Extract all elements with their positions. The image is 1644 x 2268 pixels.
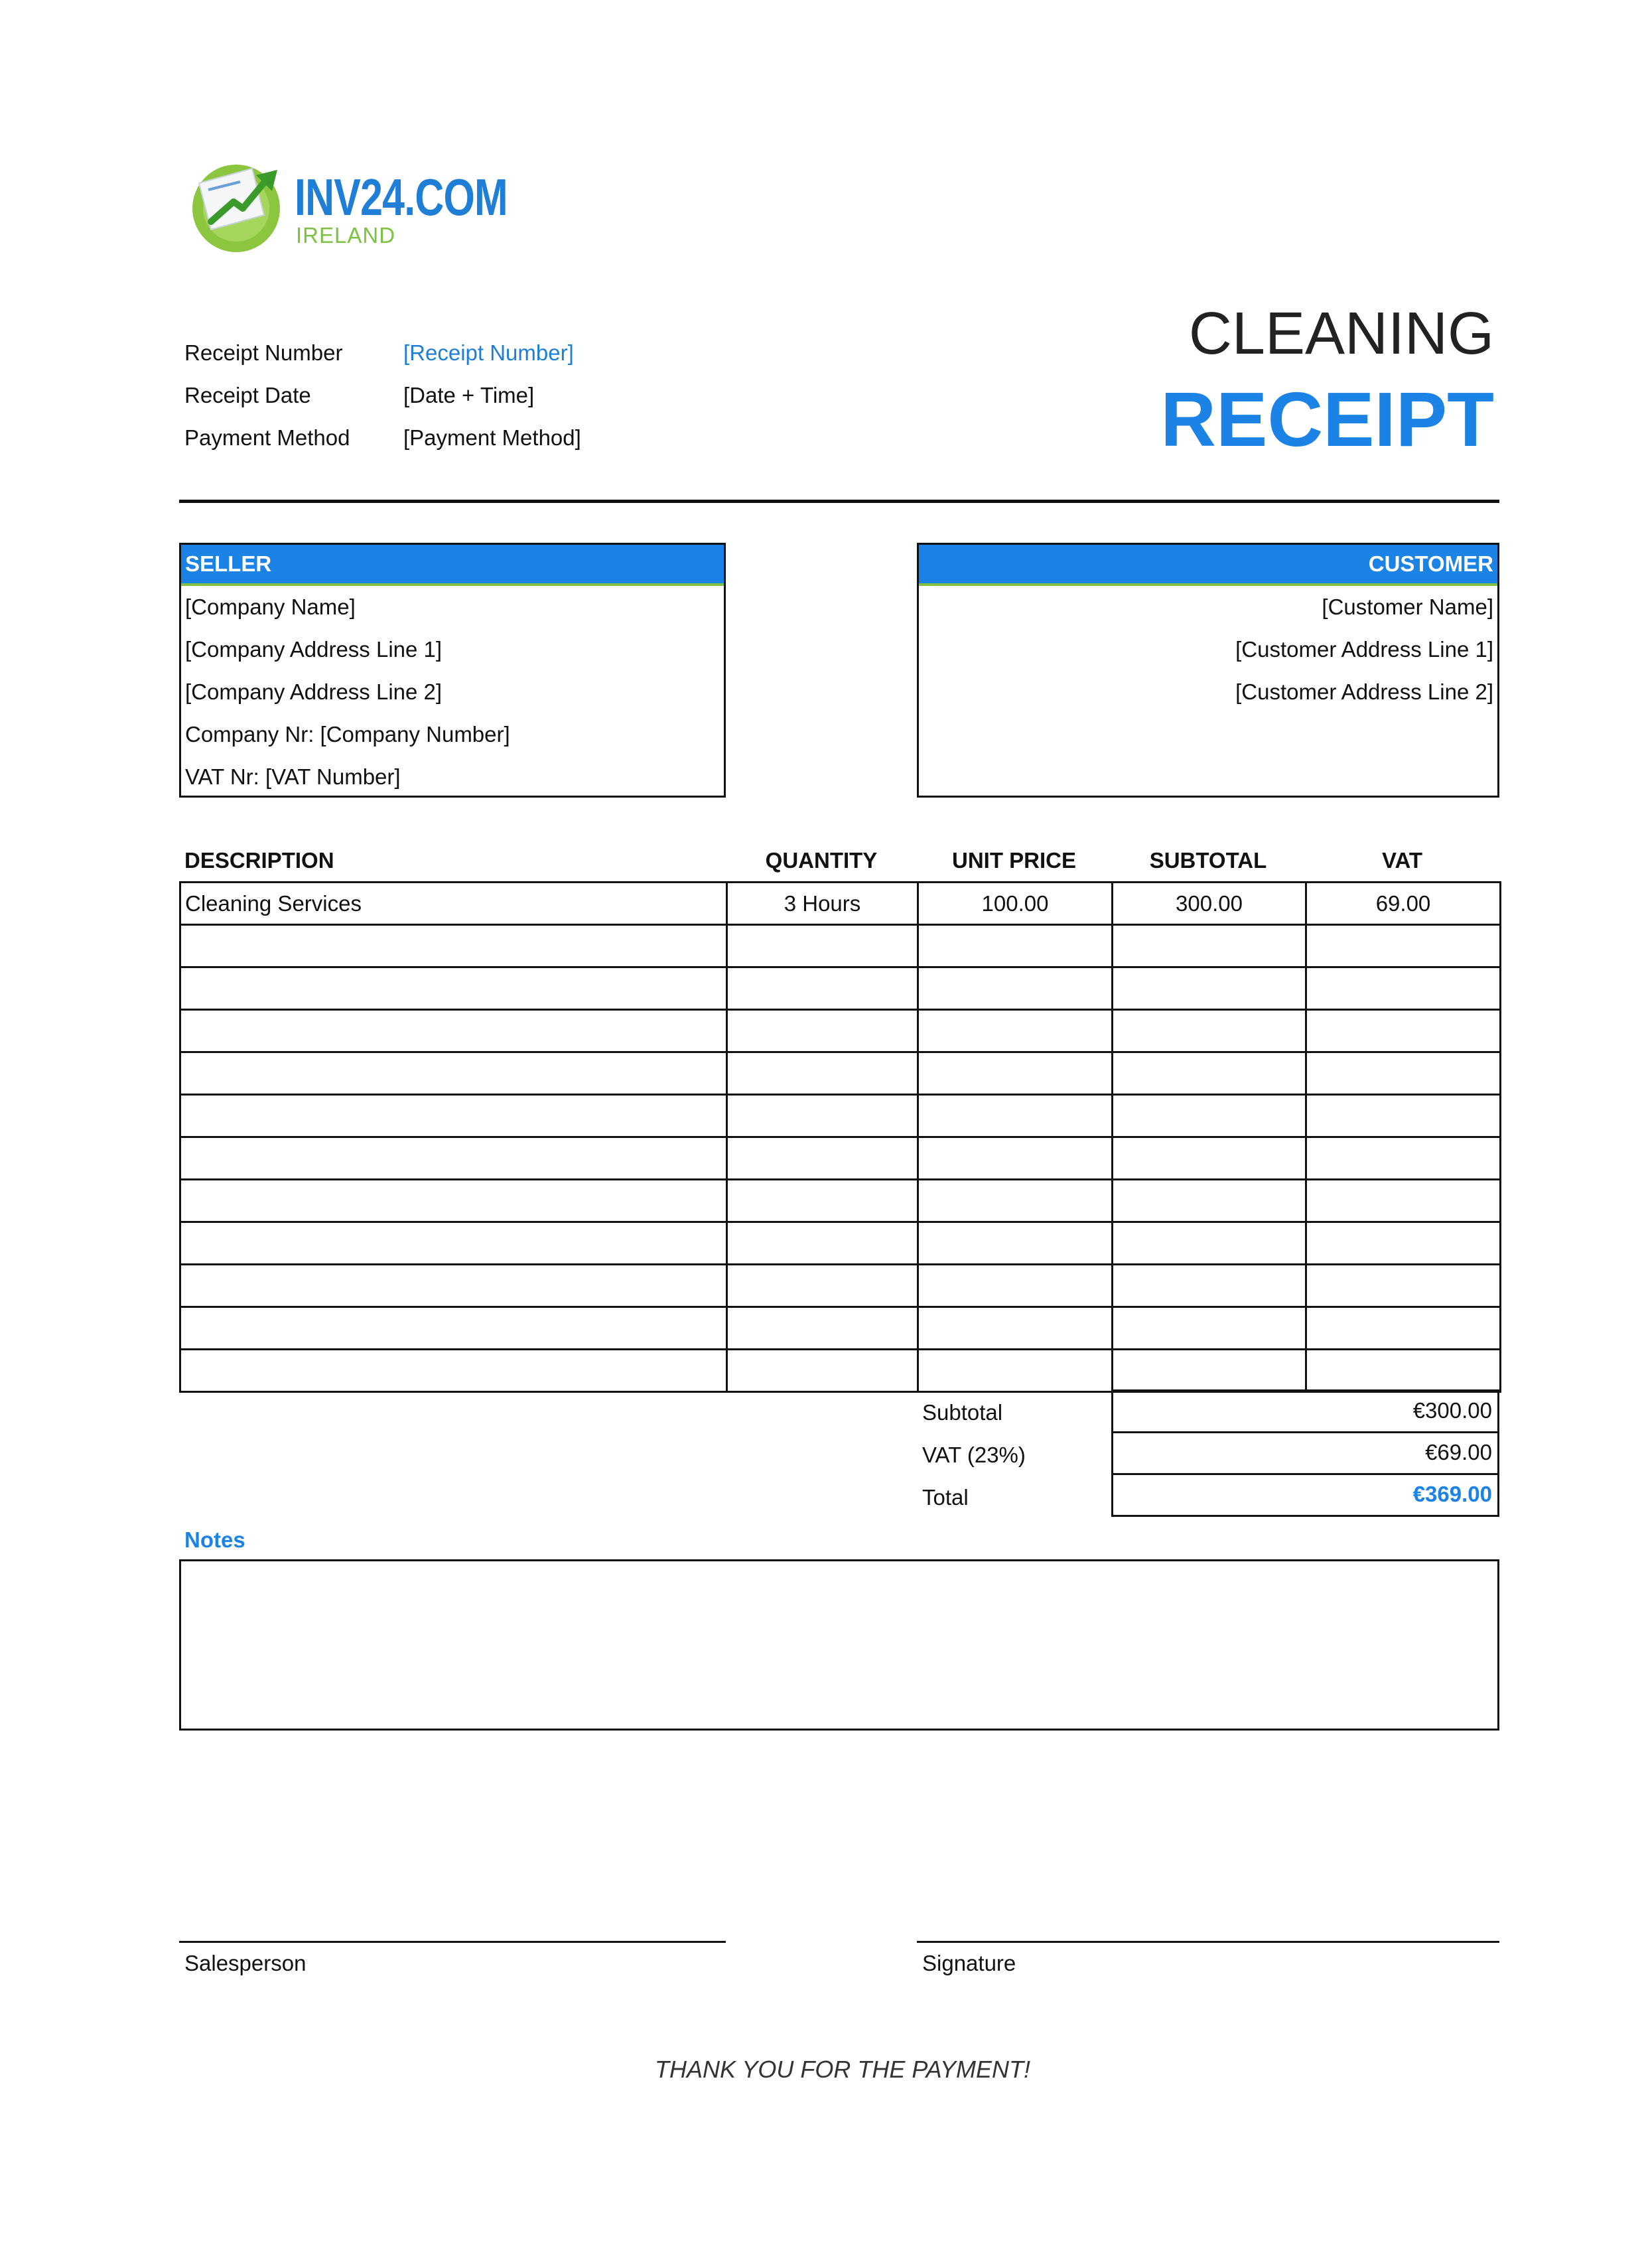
cell-quantity[interactable] [727,1052,918,1095]
subtotal-label: Subtotal [922,1400,1003,1425]
grand-total-label: Total [922,1485,969,1510]
vat-total-label: VAT (23%) [922,1443,1026,1467]
logo-name: INV24.COM [295,168,508,226]
cell-description[interactable] [180,1010,727,1052]
table-row [180,1180,1501,1222]
cell-description[interactable] [180,1350,727,1392]
cell-quantity[interactable] [727,967,918,1010]
document-title-line1: CLEANING [1188,301,1494,367]
cell-subtotal[interactable] [1113,1180,1306,1222]
cell-subtotal[interactable] [1113,1265,1306,1307]
cell-vat[interactable] [1306,1307,1501,1350]
cell-subtotal[interactable] [1113,1052,1306,1095]
cell-vat[interactable] [1306,1180,1501,1222]
receipt-date-label: Receipt Date [184,383,311,407]
items-table [179,881,1501,1393]
cell-quantity[interactable] [727,925,918,967]
column-header-vat: VAT [1381,848,1423,873]
cell-vat[interactable] [1306,925,1501,967]
cell-description[interactable] [180,1307,727,1350]
cell-vat[interactable]: 69.00 [1306,883,1501,925]
seller-box [179,543,726,798]
cell-vat[interactable] [1306,1095,1501,1137]
payment-method-label: Payment Method [184,425,350,450]
column-header-quantity: QUANTITY [765,848,878,873]
cell-description[interactable] [180,1265,727,1307]
cell-quantity[interactable] [727,1095,918,1137]
seller-company-name: [Company Name] [185,595,356,619]
cell-unit-price[interactable] [918,925,1113,967]
signature-label: Signature [922,1951,1016,1975]
subtotal-value: €300.00 [1111,1389,1499,1433]
customer-name: [Customer Name] [1322,595,1493,619]
salesperson-signature-line [179,1941,726,1943]
cell-vat[interactable] [1306,1265,1501,1307]
cell-quantity[interactable] [727,1137,918,1180]
cell-description[interactable] [180,1137,727,1180]
cell-subtotal[interactable] [1113,1010,1306,1052]
cell-description[interactable] [180,1222,727,1265]
cell-subtotal[interactable] [1113,1095,1306,1137]
notes-label: Notes [184,1527,245,1552]
cell-subtotal[interactable] [1113,1137,1306,1180]
cell-unit-price[interactable] [918,1052,1113,1095]
column-header-unit-price: UNIT PRICE [951,848,1076,873]
table-row [180,1010,1501,1052]
cell-quantity[interactable] [727,1307,918,1350]
seller-address-line2: [Company Address Line 2] [185,679,443,704]
header-divider [179,500,1499,503]
cell-unit-price[interactable]: 100.00 [918,883,1113,925]
cell-quantity[interactable] [727,1350,918,1392]
cell-description[interactable] [180,1180,727,1222]
cell-unit-price[interactable] [918,1350,1113,1392]
table-row [180,883,1501,925]
cell-unit-price[interactable] [918,1010,1113,1052]
notes-box[interactable] [179,1559,1499,1731]
seller-address-line1: [Company Address Line 1] [185,637,443,662]
table-row [180,1137,1501,1180]
cell-quantity[interactable] [727,1010,918,1052]
payment-method-value: [Payment Method] [403,425,581,450]
cell-description[interactable] [180,1095,727,1137]
cell-vat[interactable] [1306,1350,1501,1392]
cell-unit-price[interactable] [918,967,1113,1010]
seller-company-number: Company Nr: [Company Number] [185,722,510,746]
cell-description[interactable] [180,925,727,967]
items-table-body [180,883,1501,1392]
cell-description[interactable] [180,967,727,1010]
table-row [180,1307,1501,1350]
cell-vat[interactable] [1306,1052,1501,1095]
cell-subtotal[interactable] [1113,1222,1306,1265]
cell-vat[interactable] [1306,967,1501,1010]
document-growth-arrow-icon [187,155,293,255]
cell-unit-price[interactable] [918,1095,1113,1137]
cell-subtotal[interactable] [1113,1350,1306,1392]
cell-quantity[interactable] [727,1222,918,1265]
table-row [180,1222,1501,1265]
cell-subtotal[interactable] [1113,925,1306,967]
cell-unit-price[interactable] [918,1307,1113,1350]
table-row [180,1350,1501,1392]
customer-heading: CUSTOMER [919,545,1497,586]
table-row [180,1265,1501,1307]
column-header-subtotal: SUBTOTAL [1149,848,1267,873]
cell-description[interactable]: Cleaning Services [180,883,727,925]
column-header-description: DESCRIPTION [184,848,334,873]
receipt-number-label: Receipt Number [184,340,343,365]
document-title-line2: RECEIPT [1160,376,1494,462]
customer-box [917,543,1499,798]
receipt-number-value: [Receipt Number] [403,340,574,365]
cell-unit-price[interactable] [918,1137,1113,1180]
cell-subtotal[interactable] [1113,967,1306,1010]
cell-vat[interactable] [1306,1137,1501,1180]
salesperson-label: Salesperson [184,1951,307,1975]
cell-unit-price[interactable] [918,1222,1113,1265]
customer-signature-line [917,1941,1499,1943]
cell-vat[interactable] [1306,1222,1501,1265]
cell-subtotal[interactable] [1113,1307,1306,1350]
cell-unit-price[interactable] [918,1265,1113,1307]
cell-quantity[interactable] [727,1180,918,1222]
customer-address-line2: [Customer Address Line 2] [1235,679,1493,704]
company-logo [187,155,506,255]
table-row [180,925,1501,967]
seller-vat-number: VAT Nr: [VAT Number] [185,764,401,789]
cell-subtotal[interactable]: 300.00 [1113,883,1306,925]
cell-unit-price[interactable] [918,1180,1113,1222]
table-row [180,1052,1501,1095]
receipt-date-value: [Date + Time] [403,383,535,407]
logo-subtitle: IRELAND [296,223,396,248]
cell-quantity[interactable]: 3 Hours [727,883,918,925]
vat-total-value: €69.00 [1111,1431,1499,1475]
table-row [180,1095,1501,1137]
customer-address-line1: [Customer Address Line 1] [1235,637,1493,662]
seller-heading: SELLER [181,545,724,586]
grand-total-value: €369.00 [1111,1473,1499,1517]
cell-description[interactable] [180,1052,727,1095]
thank-you-message: THANK YOU FOR THE PAYMENT! [654,2056,1031,2083]
table-row [180,967,1501,1010]
cell-vat[interactable] [1306,1010,1501,1052]
cell-quantity[interactable] [727,1265,918,1307]
